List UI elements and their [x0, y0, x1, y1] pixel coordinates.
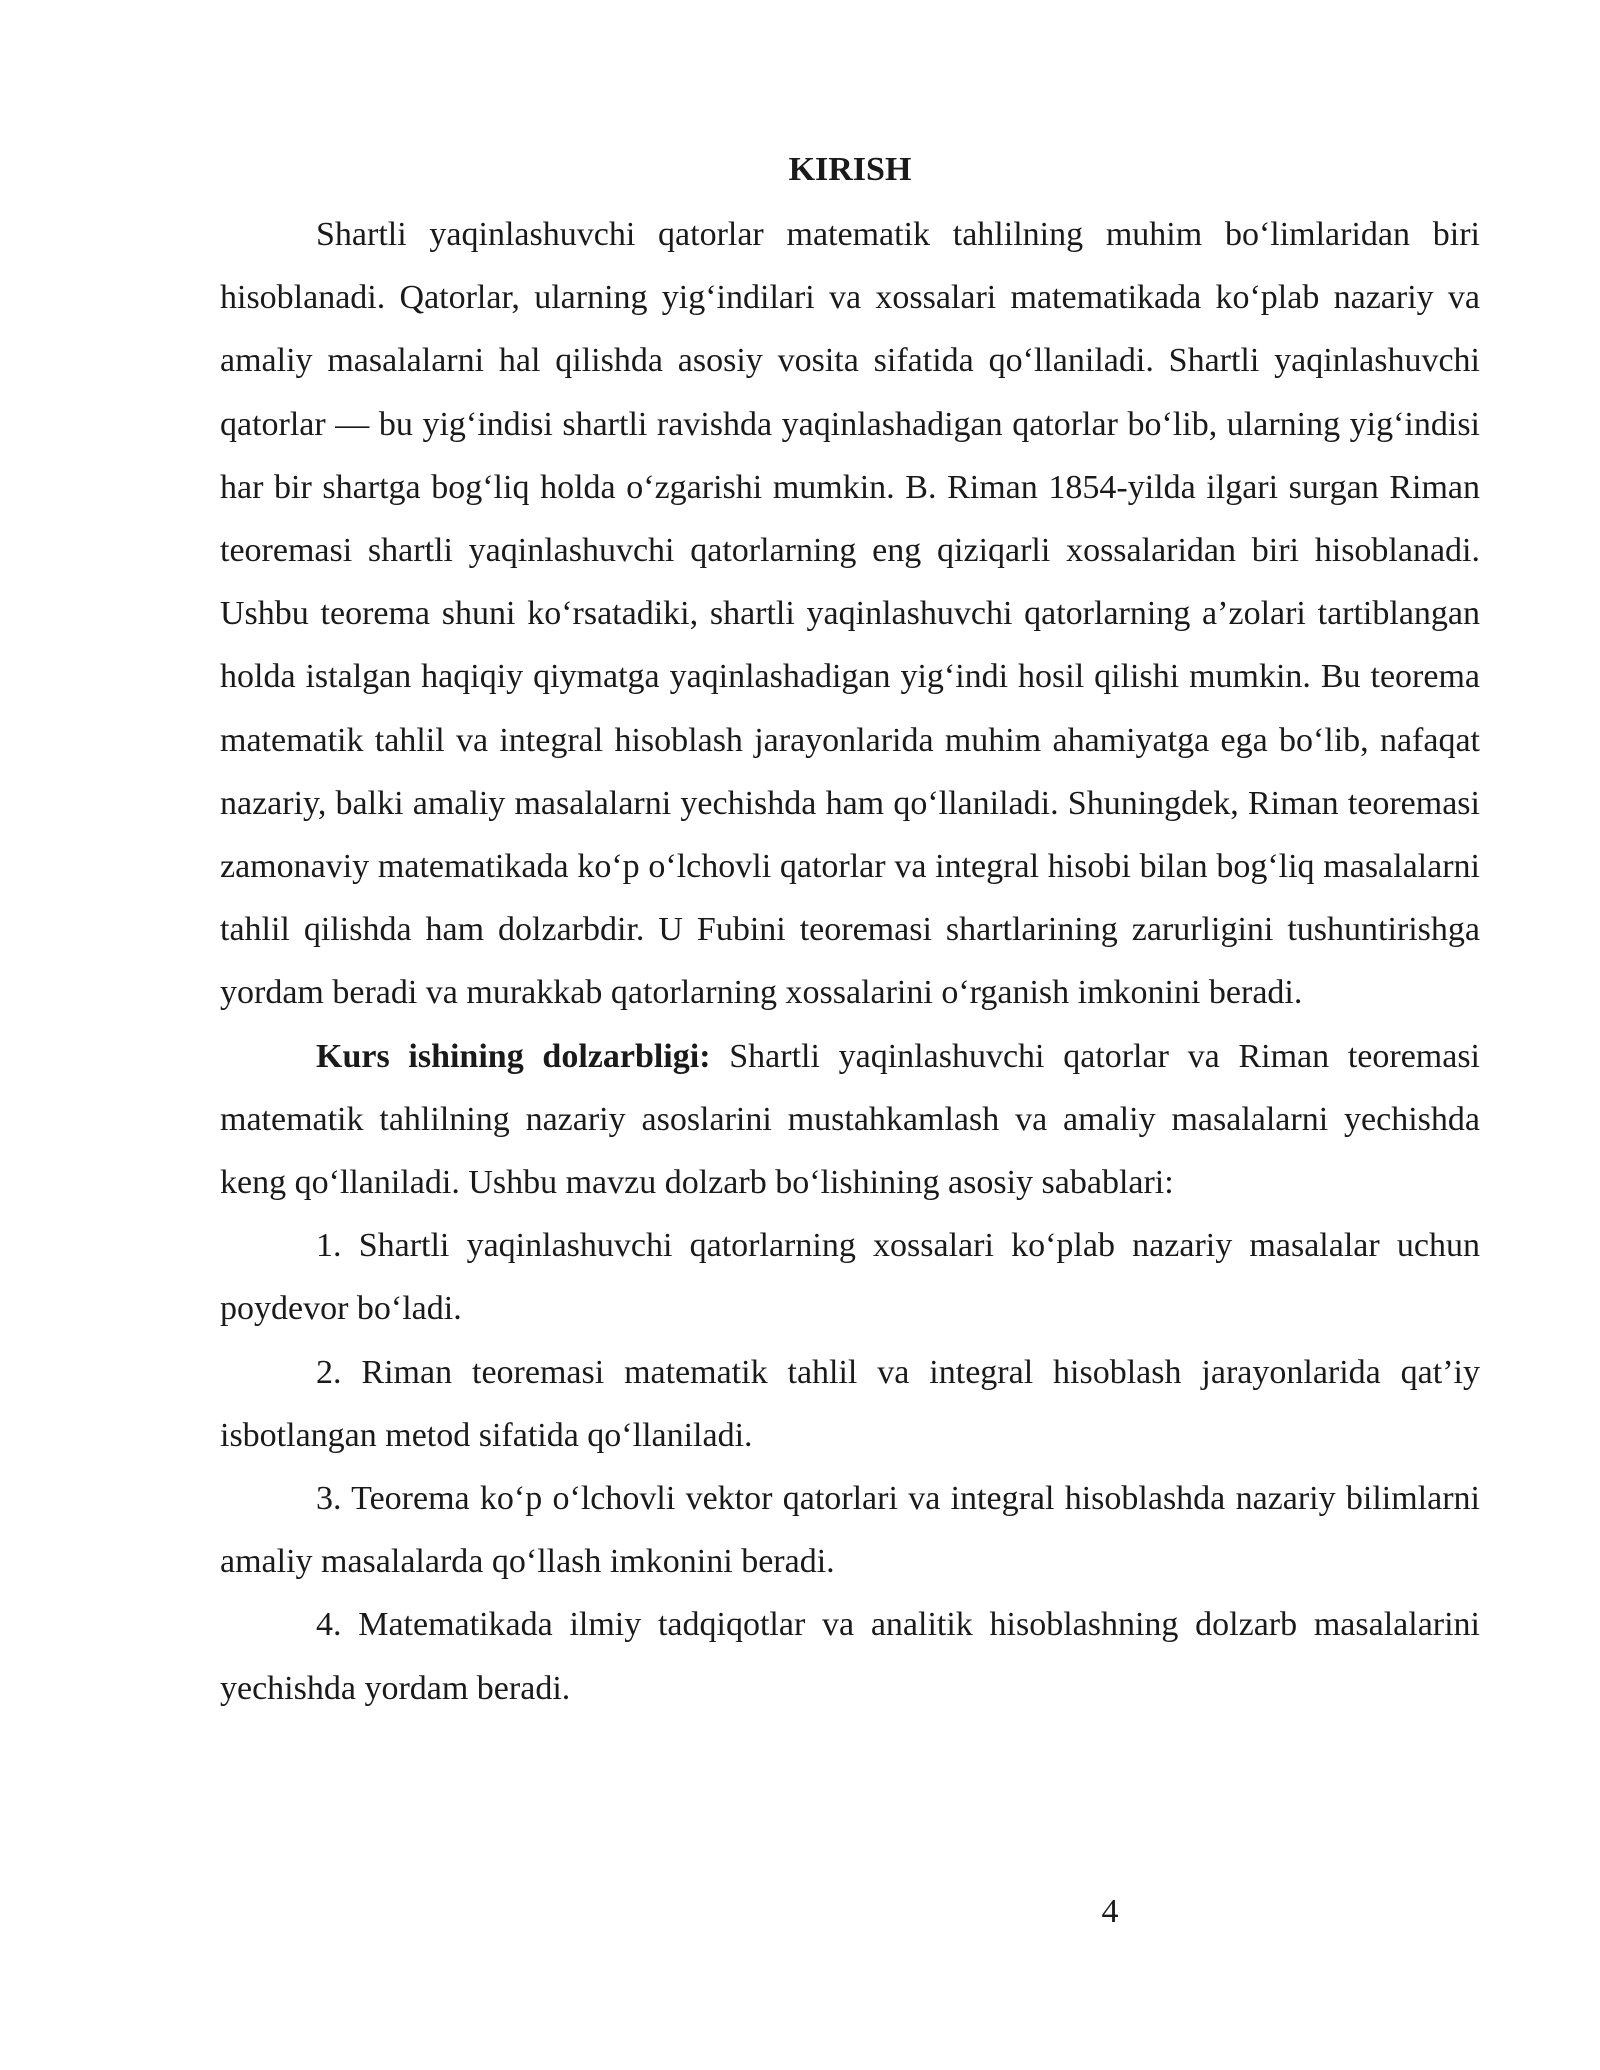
reason-item-1: 1. Shartli yaqinlashuvchi qatorlarning xossalari ko‘plab nazariy masalalar uchun poydevor bo‘ladi.: [220, 1227, 1480, 1328]
reason-item-3: 3. Teorema ko‘p o‘lchovli vektor qatorlari va integral hisoblashda nazariy bilimlarni amaliy masalalarda qo‘llash imkonini beradi.: [220, 1480, 1480, 1581]
document-body: [220, 203, 1480, 1720]
relevance-label: Kurs ishining dolzarbligi:: [316, 1037, 711, 1075]
section-title: KIRISH: [788, 151, 912, 188]
intro-paragraph: Shartli yaqinlashuvchi qatorlar matematik tahlilning muhim bo‘limlaridan biri hisoblanadi. Qatorlar, ularning yig‘indilari va xossalari matematikada ko‘plab nazariy va amaliy masalalarni hal qilishda asosiy vosita sifatida qo‘llaniladi. Shartli yaqinlashuvchi qatorlar — bu yig‘indisi shartli ravishda yaqinlashadigan qatorlar bo‘lib, ularning yig‘indisi har bir shartga bog‘liq holda o‘zgarishi mumkin. B. Riman 1854-yilda ilgari surgan Riman teoremasi shartli yaqinlashuvchi qatorlarning eng qiziqarli xossalaridan biri hisoblanadi. Ushbu teorema shuni ko‘rsatadiki, shartli yaqinlashuvchi qatorlarning a’zolari tartiblangan holda istalgan haqiqiy qiymatga yaqinlashadigan yig‘indi hosil qilishi mumkin. Bu teorema matematik tahlil va integral hisoblash jarayonlarida muhim ahamiyatga ega bo‘lib, nafaqat nazariy, balki amaliy masalalarni yechishda ham qo‘llaniladi. Shuningdek, Riman teoremasi zamonaviy matematikada ko‘p o‘lchovli qatorlar va integral hisobi bilan bog‘liq masalalarni tahlil qilishda ham dolzarbdir. U Fubini teoremasi shartlarining zarurligini tushuntirishga yordam beradi va murakkab qatorlarning xossalarini o‘rganish imkonini beradi.: [220, 216, 1480, 1012]
page-number: 4: [1101, 1893, 1119, 1930]
relevance-paragraph: [220, 1025, 1480, 1215]
relevance-text: Shartli yaqinlashuvchi qatorlar va Riman teoremasi matematik tahlilning nazariy asoslarini mustahkamlash va amaliy masalalarni yechishda keng qo‘llaniladi. Ushbu mavzu dolzarb bo‘lishining asosiy sabablari:: [220, 1037, 1480, 1202]
reason-item-4: 4. Matematikada ilmiy tadqiqotlar va analitik hisoblashning dolzarb masalalarini yechishda yordam beradi.: [220, 1606, 1480, 1707]
reason-item-2: 2. Riman teoremasi matematik tahlil va integral hisoblash jarayonlarida qat’iy isbotlangan metod sifatida qo‘llaniladi.: [220, 1353, 1480, 1454]
